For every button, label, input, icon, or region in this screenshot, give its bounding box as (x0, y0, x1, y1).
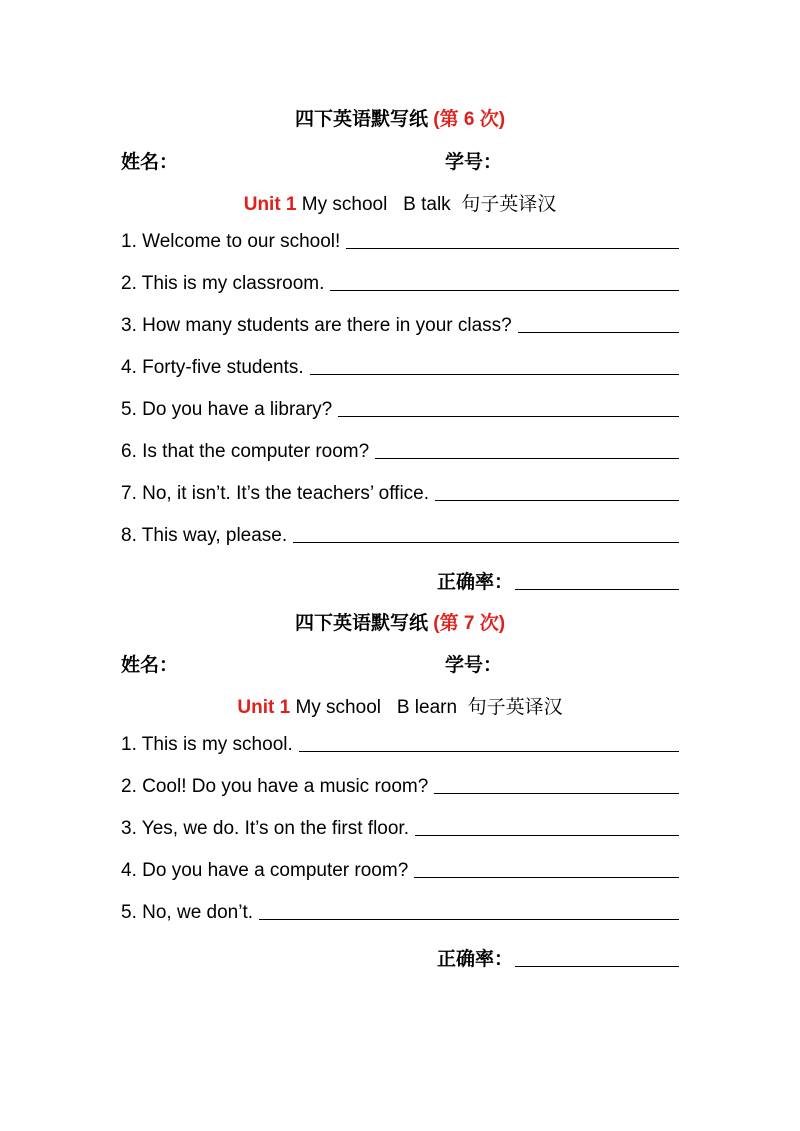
accuracy-label: 正确率： (437, 572, 514, 593)
answer-blank[interactable] (259, 918, 679, 920)
accuracy-label: 正确率： (437, 949, 514, 970)
sentence-text: 3. How many students are there in your class? (121, 315, 512, 336)
answer-blank[interactable] (346, 247, 679, 249)
sentence-text: 2. Cool! Do you have a music room? (121, 776, 429, 797)
unit-part: B talk (403, 194, 451, 215)
sentence-text: 4. Forty-five students. (121, 357, 304, 378)
sentence-row (121, 734, 679, 756)
unit-label: Unit 1 (243, 194, 297, 215)
sentence-row (121, 902, 679, 924)
sentence-row (121, 483, 679, 505)
student-id-label: 学号： (445, 152, 503, 173)
sentence-row (121, 273, 679, 295)
name-label: 姓名： (121, 655, 179, 676)
student-info-line (121, 650, 679, 677)
answer-blank[interactable] (518, 331, 679, 333)
sentence-row (121, 441, 679, 463)
sentence-row (121, 818, 679, 840)
sentence-row (121, 525, 679, 547)
sentence-text: 2. This is my classroom. (121, 273, 325, 294)
answer-blank[interactable] (330, 289, 679, 291)
sentence-text: 3. Yes, we do. It’s on the first floor. (121, 818, 409, 839)
unit-heading (121, 692, 679, 719)
accuracy-line (437, 567, 679, 594)
sheet-title (121, 104, 679, 131)
unit-heading (121, 189, 679, 216)
answer-blank[interactable] (414, 876, 679, 878)
sentence-text: 1. This is my school. (121, 734, 293, 755)
answer-blank[interactable] (293, 541, 679, 543)
answer-blank[interactable] (434, 792, 679, 794)
title-round: (第 7 次) (433, 613, 506, 634)
student-info-line (121, 147, 679, 174)
sentence-text: 8. This way, please. (121, 525, 288, 546)
accuracy-blank[interactable] (515, 588, 679, 590)
title-main: 四下英语默写纸 (294, 613, 428, 634)
accuracy-blank[interactable] (515, 965, 679, 967)
sentence-row (121, 231, 679, 253)
sentence-text: 4. Do you have a computer room? (121, 860, 409, 881)
answer-blank[interactable] (338, 415, 679, 417)
answer-blank[interactable] (310, 373, 679, 375)
sentence-row (121, 776, 679, 798)
unit-task: 句子英译汉 (461, 194, 557, 215)
sheet-title (121, 608, 679, 635)
answer-blank[interactable] (435, 499, 679, 501)
answer-blank[interactable] (299, 750, 679, 752)
sentence-row (121, 399, 679, 421)
sentence-text: 1. Welcome to our school! (121, 231, 341, 252)
unit-label: Unit 1 (237, 697, 291, 718)
sentence-row (121, 860, 679, 882)
accuracy-line (437, 944, 679, 971)
name-label: 姓名： (121, 152, 179, 173)
sentence-text: 5. Do you have a library? (121, 399, 333, 420)
sentence-row (121, 315, 679, 337)
title-round: (第 6 次) (433, 109, 506, 130)
unit-title: My school (295, 697, 381, 718)
unit-title: My school (301, 194, 388, 215)
student-id-label: 学号： (445, 655, 503, 676)
sentence-text: 5. No, we don’t. (121, 902, 254, 923)
sentence-row (121, 357, 679, 379)
answer-blank[interactable] (415, 834, 679, 836)
title-main: 四下英语默写纸 (294, 109, 428, 130)
answer-blank[interactable] (375, 457, 679, 459)
unit-part: B learn (396, 697, 458, 718)
unit-task: 句子英译汉 (467, 697, 563, 718)
sentence-text: 7. No, it isn’t. It’s the teachers’ office. (121, 483, 430, 504)
sentence-text: 6. Is that the computer room? (121, 441, 370, 462)
